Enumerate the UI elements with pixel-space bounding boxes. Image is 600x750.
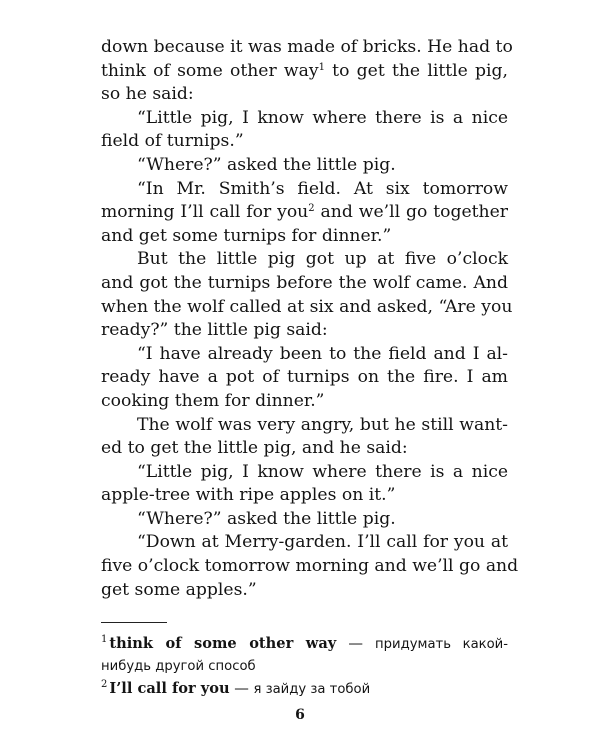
story-line bbox=[101, 36, 513, 60]
story-line bbox=[101, 531, 508, 555]
story-line-text: But the little pig got up at five o’clock bbox=[137, 249, 508, 270]
footnote-ref-1: 1 bbox=[318, 61, 325, 73]
story-line-text: “Little pig, I know where there is a nice bbox=[137, 107, 508, 128]
story-line-text: so he said: bbox=[101, 84, 194, 105]
story-line-text: think of some other way bbox=[101, 60, 319, 81]
story-line-text: cooking them for dinner.” bbox=[101, 390, 325, 411]
story-line-text: morning I’ll call for you bbox=[101, 202, 309, 223]
story-line bbox=[101, 555, 519, 579]
footnote-2-line bbox=[101, 678, 508, 701]
story-line bbox=[101, 579, 508, 603]
page-number: 6 bbox=[295, 707, 305, 723]
story-line-text: field of turnips.” bbox=[101, 131, 244, 152]
footnote-2 bbox=[101, 678, 508, 701]
story-line bbox=[101, 225, 508, 249]
story-line bbox=[101, 107, 508, 131]
story-line-text: get some apples.” bbox=[101, 579, 257, 600]
footnote-1-line-1 bbox=[101, 633, 508, 656]
story-line bbox=[101, 484, 508, 508]
story-line bbox=[101, 414, 508, 438]
footnote-2-dash: — bbox=[229, 680, 254, 697]
story-line bbox=[101, 296, 513, 320]
story-text bbox=[101, 36, 519, 602]
story-line bbox=[101, 319, 508, 343]
story-line bbox=[101, 437, 508, 461]
story-line-text: when the wolf called at six and asked, “Are you bbox=[101, 296, 513, 317]
story-line bbox=[101, 461, 508, 485]
story-line-text: “I have already been to the field and I al- bbox=[137, 343, 508, 364]
story-line bbox=[101, 83, 508, 107]
footnote-1-translation-line-2: нибудь другой способ bbox=[101, 659, 256, 674]
footnote-divider bbox=[101, 622, 167, 623]
story-line bbox=[101, 366, 508, 390]
footnote-2-term: I’ll call for you bbox=[109, 680, 230, 697]
story-line-text: and got the turnips before the wolf came. And bbox=[101, 272, 508, 293]
story-line-text: “Little pig, I know where there is a nice bbox=[137, 461, 508, 482]
story-line-text: “Where?” asked the little pig. bbox=[137, 508, 396, 529]
story-line-text: down because it was made of bricks. He had to bbox=[101, 37, 513, 57]
story-line bbox=[101, 508, 508, 532]
story-line-text: five o’clock tomorrow morning and we’ll go and bbox=[101, 556, 519, 577]
story-line bbox=[101, 390, 508, 414]
story-line bbox=[101, 343, 508, 367]
story-line bbox=[101, 60, 508, 84]
footnote-ref-2: 2 bbox=[308, 203, 315, 215]
story-line-text: “In Mr. Smith’s field. At six tomorrow bbox=[137, 178, 508, 199]
story-line-text-continued: and we’ll go together bbox=[314, 202, 508, 223]
footnote-2-number: 2 bbox=[101, 679, 108, 690]
story-line-text: and get some turnips for dinner.” bbox=[101, 225, 392, 246]
footnote-1-dash: — bbox=[336, 635, 376, 652]
footnote-1-number: 1 bbox=[101, 634, 108, 645]
footnote-1 bbox=[101, 633, 508, 678]
story-line bbox=[101, 201, 508, 225]
story-line-text: “Down at Merry-garden. I’ll call for you at bbox=[137, 532, 508, 553]
footnote-1-translation-line-1: придумать какой- bbox=[375, 637, 509, 652]
footnote-1-term: think of some other way bbox=[109, 635, 337, 652]
story-line-text: ed to get the little pig, and he said: bbox=[101, 438, 408, 459]
story-line bbox=[101, 248, 508, 272]
story-line-text: The wolf was very angry, but he still want- bbox=[137, 414, 508, 435]
story-line-text: ready?” the little pig said: bbox=[101, 320, 328, 341]
story-line bbox=[101, 154, 508, 178]
story-line-text: “Where?” asked the little pig. bbox=[137, 154, 396, 175]
story-line bbox=[101, 178, 508, 202]
story-line-text: ready have a pot of turnips on the fire. I am bbox=[101, 367, 508, 388]
story-line-text: apple-tree with ripe apples on it.” bbox=[101, 485, 396, 506]
story-line bbox=[101, 272, 508, 296]
footnote-2-translation: я зайду за тобой bbox=[253, 682, 371, 697]
story-line bbox=[101, 130, 508, 154]
story-line-text-continued: to get the little pig, bbox=[324, 60, 508, 81]
